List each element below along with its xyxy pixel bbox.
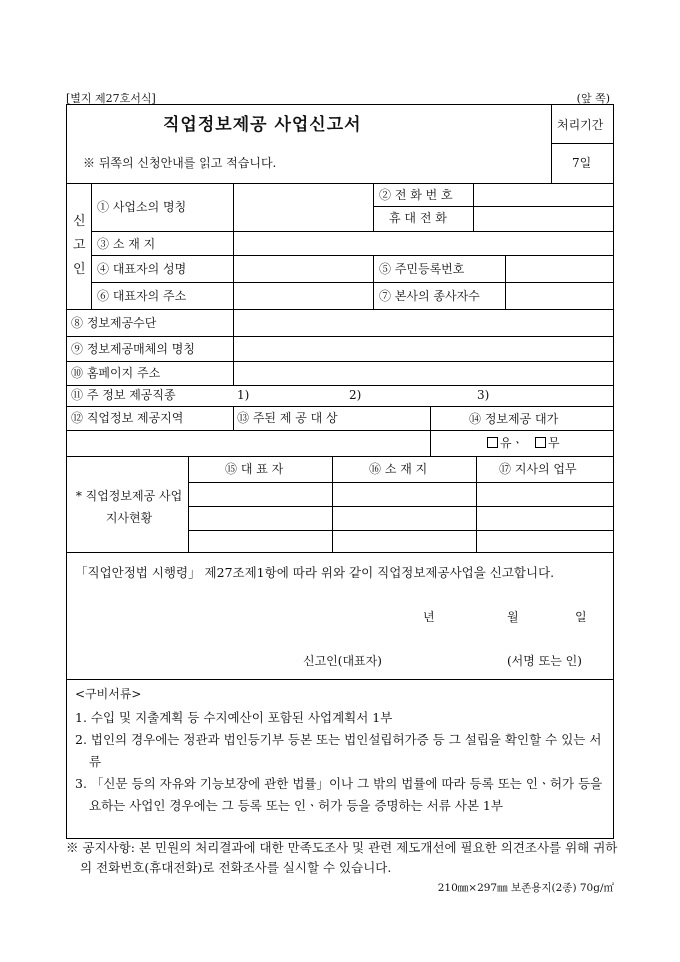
line bbox=[67, 406, 613, 407]
documents-title: <구비서류> bbox=[75, 687, 142, 701]
line bbox=[67, 679, 613, 680]
line bbox=[67, 336, 613, 337]
line bbox=[476, 456, 477, 552]
line bbox=[551, 105, 552, 183]
line bbox=[67, 385, 613, 386]
line bbox=[373, 206, 613, 207]
line bbox=[67, 183, 613, 184]
reporter-label-2: 고 bbox=[73, 238, 86, 253]
documents-list bbox=[75, 707, 605, 817]
label-means: ⑧ 정보제공수단 bbox=[71, 316, 157, 330]
line bbox=[233, 406, 234, 430]
line bbox=[188, 530, 613, 531]
line bbox=[188, 506, 613, 507]
line bbox=[67, 456, 613, 457]
page-side: (앞 쪽) bbox=[576, 92, 610, 105]
document-item: 3. 「신문 등의 자유와 기능보장에 관한 법률」이나 그 밖의 법률에 따라 등록 또는 인ㆍ허가 등을 요하는 사업인 경우에는 그 등록 또는 인ㆍ허가 등을 증명하는 서류 사본 1부 bbox=[75, 776, 603, 813]
label-employees: ⑦ 본사의 종사자수 bbox=[379, 289, 480, 303]
notice-text: ※ 뒤쪽의 신청안내를 읽고 적습니다. bbox=[83, 156, 277, 170]
line bbox=[188, 482, 613, 483]
form-frame bbox=[66, 104, 614, 839]
label-main-jobs: ⑪ 주 정보 제공직종 bbox=[71, 388, 176, 402]
line bbox=[430, 406, 431, 456]
document-item: 2. 법인의 경우에는 정관과 법인등기부 등본 또는 법인설립허가증 등 그 설립을 확인할 수 있는 서류 bbox=[75, 732, 602, 769]
line bbox=[67, 552, 613, 553]
date-month: 월 bbox=[507, 610, 519, 624]
job-slot-1: 1) bbox=[237, 388, 250, 402]
form-title: 직업정보제공 사업신고서 bbox=[163, 115, 362, 135]
job-slot-3: 3) bbox=[477, 388, 490, 402]
line bbox=[91, 231, 613, 232]
col-work: ⑰ 지사의 업무 bbox=[499, 462, 577, 476]
footnote: ※ 공지사항: 본 민원의 처리결과에 대한 만족도조사 및 관련 제도개선에 필요한 의견조사를 위해 귀하의 전화번호(휴대전화)로 전화조사를 실시할 수 있습니다. bbox=[66, 840, 618, 875]
document-item: 1. 수입 및 지출계획 등 수지예산이 포함된 사업계획서 1부 bbox=[75, 710, 393, 725]
line bbox=[332, 456, 333, 552]
label-region: ⑫ 직업정보 제공지역 bbox=[71, 411, 184, 425]
line bbox=[91, 183, 92, 309]
label-mobile: 휴 대 전 화 bbox=[389, 211, 447, 225]
col-location: ⑯ 소 재 지 bbox=[369, 462, 428, 476]
label-fee: ⑭ 정보제공 대가 bbox=[469, 412, 559, 426]
processing-label: 처리기간 bbox=[557, 118, 604, 132]
label-location: ③ 소 재 지 bbox=[97, 237, 156, 251]
label-media-name: ⑨ 정보제공매체의 명칭 bbox=[71, 342, 195, 356]
date-year: 년 bbox=[423, 610, 435, 624]
fee-options bbox=[487, 437, 560, 449]
fee-yes-label: 유ㆍ bbox=[500, 436, 524, 450]
line bbox=[233, 309, 234, 385]
label-resident-no: ⑤ 주민등록번호 bbox=[379, 262, 465, 276]
sign-label: (서명 또는 인) bbox=[507, 654, 582, 668]
paper-spec: 210㎜×297㎜ 보존용지(2종) 70g/㎡ bbox=[437, 882, 614, 894]
line bbox=[373, 183, 374, 231]
fee-yes-checkbox[interactable] bbox=[487, 437, 498, 448]
line bbox=[188, 456, 189, 552]
label-business-name: ① 사업소의 명칭 bbox=[97, 200, 187, 214]
form-number: [별지 제27호서식] bbox=[66, 92, 156, 105]
reporter-label-1: 신 bbox=[73, 214, 86, 229]
line bbox=[473, 183, 474, 231]
col-rep: ⑮ 대 표 자 bbox=[225, 462, 284, 476]
processing-value: 7일 bbox=[572, 156, 592, 170]
branch-label: * 직업정보제공 사업 지사현황 bbox=[75, 489, 183, 525]
fee-no-label: 무 bbox=[548, 436, 560, 450]
label-homepage: ⑩ 홈페이지 주소 bbox=[71, 366, 161, 380]
line bbox=[233, 183, 234, 309]
line bbox=[67, 309, 613, 310]
label-rep-name: ④ 대표자의 성명 bbox=[97, 262, 187, 276]
label-rep-address: ⑥ 대표자의 주소 bbox=[97, 289, 187, 303]
declaration-text: 「직업안정법 시행령」 제27조제1항에 따라 위와 같이 직업정보제공사업을 신고합니다. bbox=[75, 565, 555, 580]
line bbox=[91, 255, 613, 256]
reporter-label-3: 인 bbox=[73, 262, 86, 277]
line bbox=[551, 143, 613, 144]
line bbox=[91, 282, 613, 283]
job-slot-2: 2) bbox=[349, 388, 362, 402]
date-day: 일 bbox=[575, 610, 587, 624]
line bbox=[67, 361, 613, 362]
line bbox=[67, 430, 613, 431]
label-phone: ② 전 화 번 호 bbox=[379, 188, 453, 202]
signer-label: 신고인(대표자) bbox=[303, 654, 382, 668]
fee-no-checkbox[interactable] bbox=[535, 437, 546, 448]
label-target: ⑬ 주된 제 공 대 상 bbox=[237, 411, 338, 425]
